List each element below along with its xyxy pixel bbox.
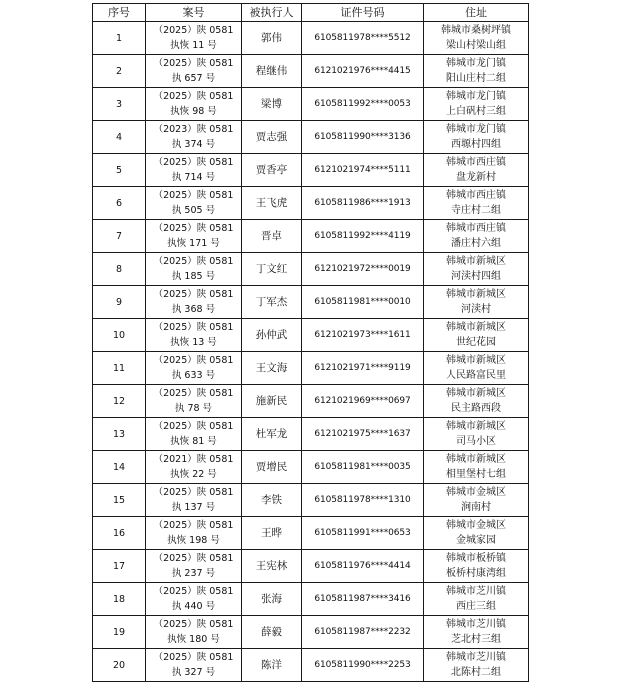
table-header-row bbox=[93, 4, 529, 22]
row-address bbox=[424, 484, 529, 517]
address-line-1: 韩城市西庄镇 bbox=[446, 157, 506, 168]
row-address bbox=[424, 55, 529, 88]
case-number-line-1: （2025）陕 0581 bbox=[153, 520, 234, 531]
address-line-2: 司马小区 bbox=[456, 436, 496, 447]
table-row bbox=[93, 253, 529, 286]
table-row bbox=[93, 88, 529, 121]
row-case-number bbox=[146, 22, 242, 55]
address-line-2: 阳山庄村二组 bbox=[446, 73, 506, 84]
address-line-1: 韩城市板桥镇 bbox=[446, 553, 506, 564]
address-line-2: 上白矾村三组 bbox=[446, 106, 506, 117]
address-line-2: 河渎村四组 bbox=[451, 271, 501, 282]
row-id-number: 6105811978****5512 bbox=[302, 22, 424, 55]
case-number-line-2: 执 505 号 bbox=[171, 205, 216, 216]
address-line-2: 寺庄村二组 bbox=[451, 205, 501, 216]
row-person-name: 王飞虎 bbox=[242, 187, 302, 220]
row-case-number bbox=[146, 253, 242, 286]
address-line-2: 涧南村 bbox=[461, 502, 491, 513]
row-seq: 14 bbox=[93, 451, 146, 484]
row-address bbox=[424, 649, 529, 682]
case-number-line-1: （2025）陕 0581 bbox=[153, 289, 234, 300]
case-number-line-2: 执恢 81 号 bbox=[170, 436, 217, 447]
row-address bbox=[424, 286, 529, 319]
case-number-line-2: 执 78 号 bbox=[174, 403, 213, 414]
row-address bbox=[424, 550, 529, 583]
address-line-1: 韩城市新城区 bbox=[446, 322, 506, 333]
address-line-1: 韩城市龙门镇 bbox=[446, 124, 506, 135]
address-line-1: 韩城市金城区 bbox=[446, 487, 506, 498]
address-line-1: 韩城市桑树坪镇 bbox=[441, 25, 511, 36]
case-number-line-1: （2025）陕 0581 bbox=[153, 487, 234, 498]
row-person-name: 杜军龙 bbox=[242, 418, 302, 451]
row-id-number: 6105811992****0053 bbox=[302, 88, 424, 121]
table-row bbox=[93, 550, 529, 583]
case-number-line-2: 执 633 号 bbox=[171, 370, 216, 381]
row-case-number bbox=[146, 154, 242, 187]
address-line-1: 韩城市芝川镇 bbox=[446, 586, 506, 597]
case-number-line-2: 执 714 号 bbox=[171, 172, 216, 183]
case-number-line-2: 执恢 98 号 bbox=[170, 106, 217, 117]
row-seq: 8 bbox=[93, 253, 146, 286]
row-address bbox=[424, 88, 529, 121]
row-id-number: 6121021972****0019 bbox=[302, 253, 424, 286]
address-line-1: 韩城市西庄镇 bbox=[446, 190, 506, 201]
header-case-number: 案号 bbox=[146, 4, 242, 22]
case-number-line-2: 执 137 号 bbox=[171, 502, 216, 513]
row-seq: 4 bbox=[93, 121, 146, 154]
row-person-name: 陈洋 bbox=[242, 649, 302, 682]
row-case-number bbox=[146, 385, 242, 418]
address-line-1: 韩城市新城区 bbox=[446, 421, 506, 432]
row-case-number bbox=[146, 187, 242, 220]
row-id-number: 6121021971****9119 bbox=[302, 352, 424, 385]
row-person-name: 王宪林 bbox=[242, 550, 302, 583]
case-number-line-2: 执 440 号 bbox=[171, 601, 216, 612]
row-person-name: 贾增民 bbox=[242, 451, 302, 484]
row-case-number bbox=[146, 484, 242, 517]
row-case-number bbox=[146, 352, 242, 385]
row-person-name: 施新民 bbox=[242, 385, 302, 418]
row-seq: 3 bbox=[93, 88, 146, 121]
table-row bbox=[93, 385, 529, 418]
table-row bbox=[93, 121, 529, 154]
address-line-2: 民主路西段 bbox=[451, 403, 501, 414]
row-case-number bbox=[146, 55, 242, 88]
address-line-1: 韩城市新城区 bbox=[446, 256, 506, 267]
table-row bbox=[93, 649, 529, 682]
row-case-number bbox=[146, 583, 242, 616]
address-line-2: 板桥村康湾组 bbox=[446, 568, 506, 579]
row-person-name: 贾香亭 bbox=[242, 154, 302, 187]
address-line-1: 韩城市芝川镇 bbox=[446, 652, 506, 663]
case-number-line-2: 执 374 号 bbox=[171, 139, 216, 150]
address-line-1: 韩城市金城区 bbox=[446, 520, 506, 531]
address-line-2: 潘庄村六组 bbox=[451, 238, 501, 249]
row-person-name: 贾志强 bbox=[242, 121, 302, 154]
address-line-2: 河渎村 bbox=[461, 304, 491, 315]
row-person-name: 程继伟 bbox=[242, 55, 302, 88]
address-line-1: 韩城市新城区 bbox=[446, 388, 506, 399]
row-id-number: 6105811987****2232 bbox=[302, 616, 424, 649]
row-person-name: 丁文红 bbox=[242, 253, 302, 286]
row-address bbox=[424, 220, 529, 253]
row-case-number bbox=[146, 550, 242, 583]
case-number-line-2: 执 237 号 bbox=[171, 568, 216, 579]
row-person-name: 梁博 bbox=[242, 88, 302, 121]
table-row bbox=[93, 319, 529, 352]
row-case-number bbox=[146, 220, 242, 253]
case-number-line-2: 执恢 171 号 bbox=[167, 238, 220, 249]
row-seq: 19 bbox=[93, 616, 146, 649]
address-line-1: 韩城市新城区 bbox=[446, 355, 506, 366]
row-id-number: 6121021973****1611 bbox=[302, 319, 424, 352]
case-number-line-2: 执恢 13 号 bbox=[170, 337, 217, 348]
row-person-name: 李铁 bbox=[242, 484, 302, 517]
address-line-2: 西塬村四组 bbox=[451, 139, 501, 150]
case-number-line-1: （2025）陕 0581 bbox=[153, 223, 234, 234]
table-row bbox=[93, 220, 529, 253]
row-address bbox=[424, 451, 529, 484]
case-number-line-1: （2025）陕 0581 bbox=[153, 190, 234, 201]
address-line-2: 盘龙新村 bbox=[456, 172, 496, 183]
header-address: 住址 bbox=[424, 4, 529, 22]
row-person-name: 郭伟 bbox=[242, 22, 302, 55]
row-person-name: 薛毅 bbox=[242, 616, 302, 649]
row-address bbox=[424, 22, 529, 55]
case-number-line-1: （2025）陕 0581 bbox=[153, 586, 234, 597]
row-id-number: 6105811991****0653 bbox=[302, 517, 424, 550]
case-number-line-1: （2023）陕 0581 bbox=[153, 124, 234, 135]
table-row bbox=[93, 286, 529, 319]
address-line-1: 韩城市新城区 bbox=[446, 289, 506, 300]
row-id-number: 6105811990****3136 bbox=[302, 121, 424, 154]
case-number-line-2: 执恢 180 号 bbox=[167, 634, 220, 645]
case-number-line-1: （2025）陕 0581 bbox=[153, 421, 234, 432]
address-line-2: 相里堡村七组 bbox=[446, 469, 506, 480]
row-case-number bbox=[146, 451, 242, 484]
row-seq: 5 bbox=[93, 154, 146, 187]
row-address bbox=[424, 187, 529, 220]
address-line-2: 人民路富民里 bbox=[446, 370, 506, 381]
row-case-number bbox=[146, 88, 242, 121]
row-seq: 18 bbox=[93, 583, 146, 616]
row-person-name: 晋卓 bbox=[242, 220, 302, 253]
row-seq: 16 bbox=[93, 517, 146, 550]
row-seq: 7 bbox=[93, 220, 146, 253]
row-address bbox=[424, 154, 529, 187]
row-person-name: 孙仲武 bbox=[242, 319, 302, 352]
row-seq: 9 bbox=[93, 286, 146, 319]
row-person-name: 张海 bbox=[242, 583, 302, 616]
row-id-number: 6121021974****5111 bbox=[302, 154, 424, 187]
row-id-number: 6105811976****4414 bbox=[302, 550, 424, 583]
table-row bbox=[93, 451, 529, 484]
table-row bbox=[93, 22, 529, 55]
case-number-line-2: 执 368 号 bbox=[171, 304, 216, 315]
row-address bbox=[424, 352, 529, 385]
row-seq: 17 bbox=[93, 550, 146, 583]
row-seq: 6 bbox=[93, 187, 146, 220]
row-id-number: 6121021976****4415 bbox=[302, 55, 424, 88]
row-address bbox=[424, 319, 529, 352]
address-line-2: 芝北村三组 bbox=[451, 634, 501, 645]
row-case-number bbox=[146, 286, 242, 319]
row-id-number: 6105811987****3416 bbox=[302, 583, 424, 616]
enforcement-table bbox=[92, 3, 529, 682]
address-line-1: 韩城市龙门镇 bbox=[446, 91, 506, 102]
case-number-line-1: （2025）陕 0581 bbox=[153, 619, 234, 630]
address-line-1: 韩城市新城区 bbox=[446, 454, 506, 465]
address-line-1: 韩城市西庄镇 bbox=[446, 223, 506, 234]
row-address bbox=[424, 583, 529, 616]
row-case-number bbox=[146, 418, 242, 451]
row-id-number: 6105811986****1913 bbox=[302, 187, 424, 220]
case-number-line-2: 执 327 号 bbox=[171, 667, 216, 678]
row-seq: 12 bbox=[93, 385, 146, 418]
enforcement-list-document bbox=[92, 3, 528, 682]
table-row bbox=[93, 352, 529, 385]
table-row bbox=[93, 187, 529, 220]
row-case-number bbox=[146, 649, 242, 682]
address-line-1: 韩城市龙门镇 bbox=[446, 58, 506, 69]
case-number-line-1: （2025）陕 0581 bbox=[153, 91, 234, 102]
row-address bbox=[424, 121, 529, 154]
row-case-number bbox=[146, 517, 242, 550]
address-line-2: 金城家园 bbox=[456, 535, 496, 546]
row-id-number: 6121021969****0697 bbox=[302, 385, 424, 418]
case-number-line-2: 执恢 198 号 bbox=[167, 535, 220, 546]
case-number-line-1: （2025）陕 0581 bbox=[153, 157, 234, 168]
table-body bbox=[93, 22, 529, 682]
row-seq: 10 bbox=[93, 319, 146, 352]
case-number-line-1: （2025）陕 0581 bbox=[153, 322, 234, 333]
row-case-number bbox=[146, 319, 242, 352]
row-address bbox=[424, 418, 529, 451]
row-id-number: 6105811992****4119 bbox=[302, 220, 424, 253]
row-address bbox=[424, 517, 529, 550]
case-number-line-1: （2021）陕 0581 bbox=[153, 454, 234, 465]
row-person-name: 王文海 bbox=[242, 352, 302, 385]
row-seq: 2 bbox=[93, 55, 146, 88]
case-number-line-2: 执 185 号 bbox=[171, 271, 216, 282]
row-address bbox=[424, 616, 529, 649]
row-person-name: 王晔 bbox=[242, 517, 302, 550]
row-address bbox=[424, 253, 529, 286]
header-person: 被执行人 bbox=[242, 4, 302, 22]
row-id-number: 6105811978****1310 bbox=[302, 484, 424, 517]
table-row bbox=[93, 418, 529, 451]
row-case-number bbox=[146, 616, 242, 649]
row-id-number: 6121021975****1637 bbox=[302, 418, 424, 451]
address-line-2: 西庄三组 bbox=[456, 601, 496, 612]
address-line-1: 韩城市芝川镇 bbox=[446, 619, 506, 630]
row-address bbox=[424, 385, 529, 418]
header-id-number: 证件号码 bbox=[302, 4, 424, 22]
table-row bbox=[93, 616, 529, 649]
row-seq: 15 bbox=[93, 484, 146, 517]
case-number-line-1: （2025）陕 0581 bbox=[153, 553, 234, 564]
row-case-number bbox=[146, 121, 242, 154]
row-seq: 1 bbox=[93, 22, 146, 55]
table-row bbox=[93, 517, 529, 550]
case-number-line-1: （2025）陕 0581 bbox=[153, 25, 234, 36]
row-seq: 20 bbox=[93, 649, 146, 682]
case-number-line-2: 执恢 11 号 bbox=[170, 40, 217, 51]
address-line-2: 世纪花园 bbox=[456, 337, 496, 348]
case-number-line-2: 执 657 号 bbox=[171, 73, 216, 84]
row-id-number: 6105811990****2253 bbox=[302, 649, 424, 682]
address-line-2: 梁山村梁山组 bbox=[446, 40, 506, 51]
row-seq: 11 bbox=[93, 352, 146, 385]
case-number-line-1: （2025）陕 0581 bbox=[153, 256, 234, 267]
table-row bbox=[93, 484, 529, 517]
address-line-2: 北陈村二组 bbox=[451, 667, 501, 678]
row-id-number: 6105811981****0035 bbox=[302, 451, 424, 484]
case-number-line-1: （2025）陕 0581 bbox=[153, 652, 234, 663]
case-number-line-1: （2025）陕 0581 bbox=[153, 58, 234, 69]
row-person-name: 丁军杰 bbox=[242, 286, 302, 319]
row-id-number: 6105811981****0010 bbox=[302, 286, 424, 319]
table-row bbox=[93, 583, 529, 616]
case-number-line-2: 执恢 22 号 bbox=[170, 469, 217, 480]
table-row bbox=[93, 154, 529, 187]
case-number-line-1: （2025）陕 0581 bbox=[153, 355, 234, 366]
table-row bbox=[93, 55, 529, 88]
header-seq: 序号 bbox=[93, 4, 146, 22]
row-seq: 13 bbox=[93, 418, 146, 451]
case-number-line-1: （2025）陕 0581 bbox=[153, 388, 234, 399]
